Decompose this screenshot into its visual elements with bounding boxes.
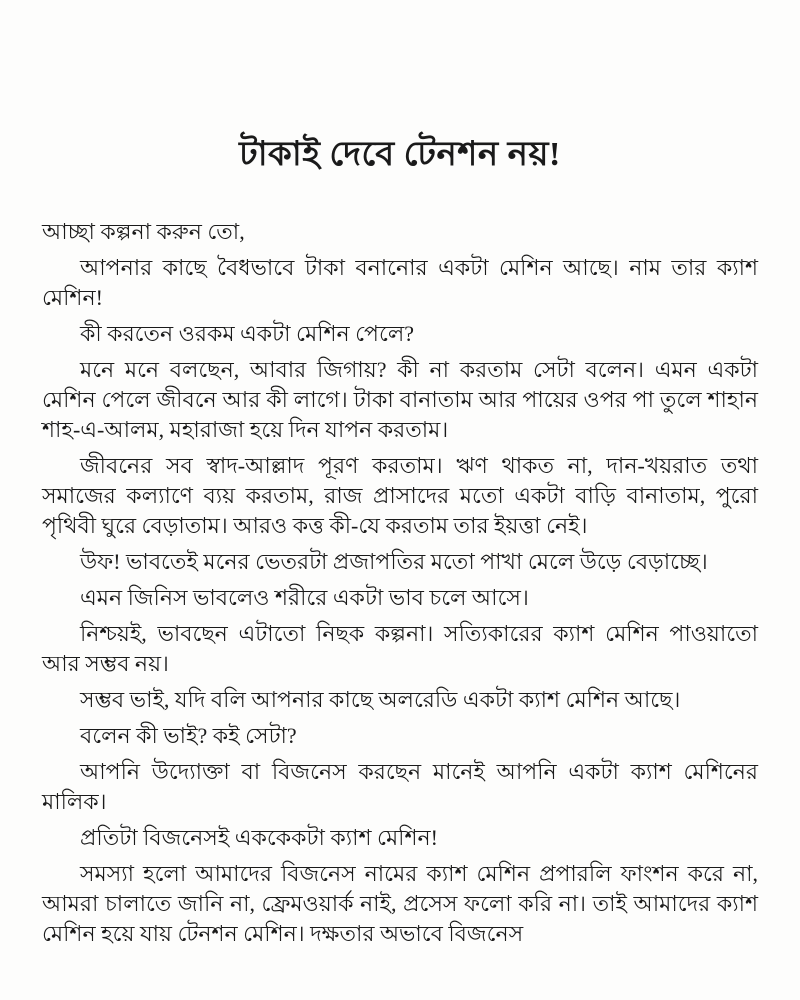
paragraph: আচ্ছা কল্পনা করুন তো, bbox=[42, 219, 245, 244]
paragraph: কী করতেন ওরকম একটা মেশিন পেলে? bbox=[80, 321, 414, 346]
paragraph: সমস্যা হলো আমাদের বিজনেস নামের ক্যাশ মেশিন প্রপারলি ফাংশন করে না, আমরা চালাতে জানি না, ফ্রেমওয়ার্ক নাই, প্রসেস ফলো করি না। তাই আমাদের ক্যাশ মেশিন হয়ে যায় টেনশন মেশিন। দক্ষতার অভাবে বিজনেস bbox=[42, 861, 758, 946]
paragraph: সম্ভব ভাই, যদি বলি আপনার কাছে অলরেডি একটা ক্যাশ মেশিন আছে। bbox=[80, 687, 681, 712]
paragraph: এমন জিনিস ভাবলেও শরীরে একটা ভাব চলে আসে। bbox=[80, 585, 529, 610]
paragraph: নিশ্চয়ই, ভাবছেন এটাতো নিছক কল্পনা। সত্যিকারের ক্যাশ মেশিন পাওয়াতো আর সম্ভব নয়। bbox=[42, 621, 758, 676]
paragraph: বলেন কী ভাই? কই সেটা? bbox=[80, 723, 297, 748]
paragraph: আপনি উদ্যোক্তা বা বিজনেস করছেন মানেই আপনি একটা ক্যাশ মেশিনের মালিক। bbox=[42, 759, 758, 814]
page-title: টাকাই দেবে টেনশন নয়! bbox=[239, 136, 561, 173]
paragraph: প্রতিটা বিজনেসই এককেকটা ক্যাশ মেশিন! bbox=[80, 825, 438, 850]
paragraph: জীবনের সব স্বাদ-আল্লাদ পূরণ করতাম। ঋণ থাকত না, দান-খয়রাত তথা সমাজের কল্যাণে ব্যয় করতাম, রাজ প্রাসাদের মতো একটা বাড়ি বানাতাম, পুরো পৃথিবী ঘুরে বেড়াতাম। আরও কত্ত কী-যে করতাম তার ইয়ত্তা নেই। bbox=[42, 453, 758, 538]
paragraph: মনে মনে বলছেন, আবার জিগায়? কী না করতাম সেটা বলেন। এমন একটা মেশিন পেলে জীবনে আর কী লাগে। টাকা বানাতাম আর পায়ের ওপর পা তুলে শাহান শাহ-এ-আলম, মহারাজা হয়ে দিন যাপন করতাম। bbox=[42, 357, 758, 442]
paragraph: উফ! ভাবতেই মনের ভেতরটা প্রজাপতির মতো পাখা মেলে উড়ে বেড়াচ্ছে। bbox=[80, 549, 708, 574]
body-text bbox=[42, 217, 758, 949]
paragraph: আপনার কাছে বৈধভাবে টাকা বনানোর একটা মেশিন আছে। নাম তার ক্যাশ মেশিন! bbox=[42, 255, 758, 310]
